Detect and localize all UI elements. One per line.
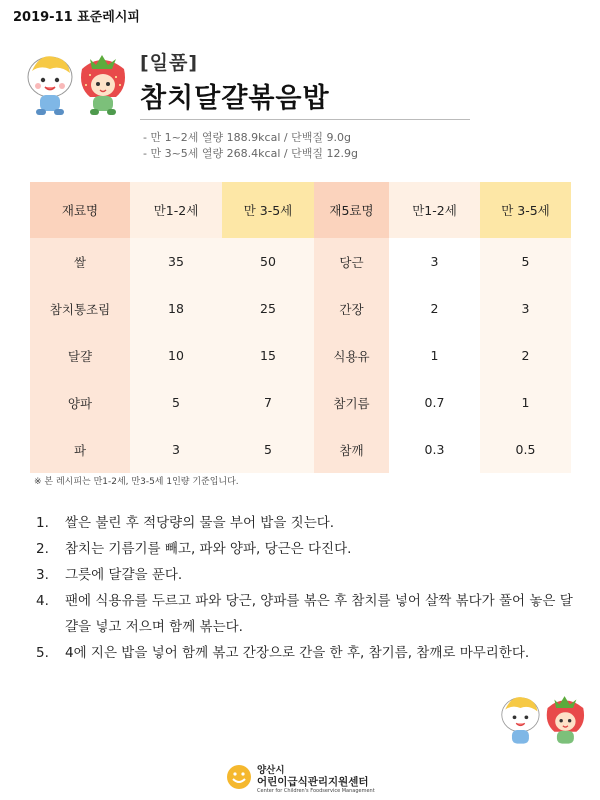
step-text: 참치는 기름기를 빼고, 파와 양파, 당근은 다진다. [65,541,352,557]
table-cell: 7 [222,379,314,426]
table-cell: 달걀 [30,332,130,379]
ingredient-table [30,182,571,473]
step-number: 1. [36,515,49,531]
step-text: 팬에 식용유를 두르고 파와 당근, 양파를 볶은 후 참치를 넣어 살짝 볶다가 풀어 놓은 달걀을 넣고 저으며 함께 볶는다. [65,593,573,635]
table-cell: 25 [222,285,314,332]
table-cell: 10 [130,332,222,379]
table-cell: 당근 [314,238,389,285]
table-footnote: ※ 본 레시피는 만1-2세, 만3-5세 1인량 기준입니다. [34,477,239,487]
list-item [36,588,581,640]
smile-logo-icon [226,764,252,790]
header-ingredient-2: 재5료명 [314,182,389,238]
table-cell: 쌀 [30,238,130,285]
table-cell: 참기름 [314,379,389,426]
table-cell: 간장 [314,285,389,332]
table-cell: 5 [222,426,314,473]
mascot-illustration-bottom [495,688,590,750]
list-item [36,510,581,536]
mascot-illustration [20,47,132,117]
recipe-name: 참치달걀볶음밥 [140,83,330,114]
step-text: 4에 지은 밥을 넣어 함께 볶고 간장으로 간을 한 후, 참기름, 참깨로 마무리한다. [65,645,530,661]
table-row [30,285,571,332]
table-cell: 양파 [30,379,130,426]
table-cell: 1 [480,379,571,426]
table-cell: 18 [130,285,222,332]
table-cell: 참깨 [314,426,389,473]
header-age-1-2-2: 만1-2세 [389,182,480,238]
org-city: 양산시 [257,765,285,776]
table-cell: 3 [130,426,222,473]
step-number: 2. [36,541,49,557]
table-cell: 2 [389,285,480,332]
table-cell: 3 [389,238,480,285]
table-cell: 50 [222,238,314,285]
table-cell: 5 [480,238,571,285]
list-item [36,562,581,588]
table-cell: 3 [480,285,571,332]
org-english-name: Center for Children's Foodservice Management [257,788,375,794]
header-age-3-5-2: 만 3-5세 [480,182,571,238]
rice-mascot-icon [28,56,72,115]
table-row [30,238,571,285]
document-date-label: 2019-11 표준레시피 [13,10,140,25]
header-ingredient: 재료명 [30,182,130,238]
step-number: 4. [36,593,49,609]
table-cell: 파 [30,426,130,473]
step-number: 5. [36,645,49,661]
recipe-title-block [140,48,330,115]
nutrition-line-1-2: - 만 1~2세 열량 188.9kcal / 단백질 9.0g [143,131,351,144]
title-divider [140,119,470,120]
step-text: 쌀은 불린 후 적당량의 물을 부어 밥을 짓는다. [65,515,335,531]
table-cell: 0.7 [389,379,480,426]
table-cell: 2 [480,332,571,379]
table-cell: 0.3 [389,426,480,473]
nutrition-info [143,130,358,162]
cooking-steps [36,510,581,666]
table-row [30,426,571,473]
header-age-3-5: 만 3-5세 [222,182,314,238]
org-name: 어린이급식관리지원센터 [257,776,369,788]
table-cell: 35 [130,238,222,285]
step-text: 그릇에 달걀을 푼다. [65,567,183,583]
table-row [30,332,571,379]
list-item [36,640,581,666]
list-item [36,536,581,562]
table-cell: 0.5 [480,426,571,473]
table-header-row [30,182,571,238]
table-cell: 5 [130,379,222,426]
strawberry-mascot-icon [547,696,584,744]
table-cell: 참치통조림 [30,285,130,332]
header-age-1-2: 만1-2세 [130,182,222,238]
table-cell: 식용유 [314,332,389,379]
strawberry-mascot-icon [81,55,125,115]
table-cell: 15 [222,332,314,379]
step-number: 3. [36,567,49,583]
recipe-category: [일품] [140,52,199,74]
table-cell: 1 [389,332,480,379]
rice-mascot-icon [502,697,539,743]
table-row [30,379,571,426]
center-logo [226,760,386,796]
nutrition-line-3-5: - 만 3~5세 열량 268.4kcal / 단백질 12.9g [143,147,358,160]
